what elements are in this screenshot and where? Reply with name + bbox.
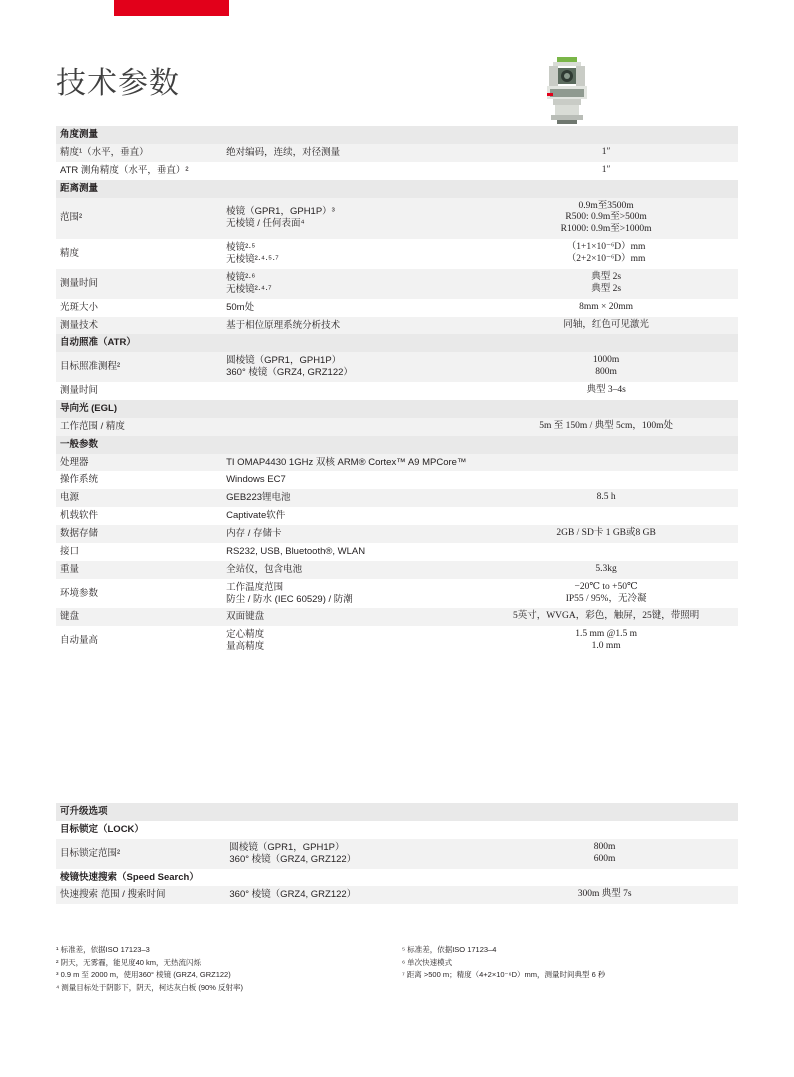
specifications-table (56, 126, 738, 656)
table-row (56, 299, 738, 317)
row-label: 电源 (56, 489, 222, 507)
row-value: 1.5 mm @1.5 m 1.0 mm (474, 626, 738, 656)
page-title: 技术参数 (56, 66, 180, 101)
table-row (56, 471, 738, 489)
row-value: 5英寸，WVGA，彩色，触屏，25键，带照明 (474, 608, 738, 626)
row-detail: 棱镜²·⁵ 无棱镜²·⁴·⁵·⁷ (222, 239, 474, 269)
footnote-item: ⁴ 测量目标处于阴影下，阴天，柯达灰白板 (90% 反射率) (56, 982, 243, 992)
total-station-image (527, 55, 607, 131)
row-label: 测量时间 (56, 269, 222, 299)
footnote-item: ³ 0.9 m 至 2000 m，使用360° 棱镜 (GRZ4, GRZ122) (56, 970, 231, 980)
table-row (56, 489, 738, 507)
section-header: 一般参数 (56, 436, 738, 454)
row-label: 范围² (56, 198, 222, 240)
row-detail: 50m处 (222, 299, 474, 317)
row-value: 800m 600m (471, 839, 738, 869)
footnotes-left (56, 944, 386, 995)
row-label: 环境参数 (56, 579, 222, 609)
row-value: 同轴，红色可见激光 (474, 317, 738, 335)
table-row (56, 400, 738, 418)
table-row (56, 561, 738, 579)
table-row (56, 382, 738, 400)
row-value: −20℃ to +50℃ IP55 / 95%，无冷凝 (474, 579, 738, 609)
row-detail: 圆棱镜（GPR1，GPH1P） 360° 棱镜（GRZ4, GRZ122） (225, 839, 471, 869)
footnote-item: ¹ 标准差，依据ISO 17123–3 (56, 945, 150, 954)
table-row (56, 317, 738, 335)
footnote-item: ⁶ 单次快速模式 (402, 957, 453, 967)
row-detail (222, 382, 474, 400)
table-row (56, 162, 738, 180)
row-detail: Captivate软件 (222, 507, 474, 525)
row-value: 8mm × 20mm (474, 299, 738, 317)
table-row (56, 269, 738, 299)
table-row (56, 436, 738, 454)
row-label: 操作系统 (56, 471, 222, 489)
row-detail: 圆棱镜（GPR1，GPH1P） 360° 棱镜（GRZ4, GRZ122） (222, 352, 474, 382)
row-label: 目标锁定范围² (56, 839, 225, 869)
row-label: 工作范围 / 精度 (56, 418, 222, 436)
table-row (56, 869, 738, 887)
table-row (56, 821, 738, 839)
row-label: 处理器 (56, 454, 222, 472)
row-detail (222, 418, 474, 436)
row-detail: Windows EC7 (222, 471, 474, 489)
table-row (56, 507, 738, 525)
row-detail (222, 162, 474, 180)
row-label: 自动量高 (56, 626, 222, 656)
table-row (56, 608, 738, 626)
table-row (56, 239, 738, 269)
row-label: 精度¹（水平，垂直） (56, 144, 222, 162)
row-value: 1″ (474, 144, 738, 162)
row-value (474, 543, 738, 561)
row-detail: 全站仪，包含电池 (222, 561, 474, 579)
table-row (56, 579, 738, 609)
row-label: ATR 测角精度（水平，垂直）² (56, 162, 222, 180)
footnotes-right (402, 944, 732, 982)
table-row (56, 803, 738, 821)
row-detail: 360° 棱镜（GRZ4, GRZ122） (225, 886, 471, 904)
row-detail: 棱镜²·⁶ 无棱镜²·⁴·⁷ (222, 269, 474, 299)
footnote-item: ⁵ 标准差，依据ISO 17123–4 (402, 945, 497, 954)
row-label: 目标照准测程² (56, 352, 222, 382)
row-label: 测量技术 (56, 317, 222, 335)
row-value: 2GB / SD卡 1 GB或8 GB (474, 525, 738, 543)
row-label: 精度 (56, 239, 222, 269)
row-detail: RS232, USB, Bluetooth®, WLAN (222, 543, 474, 561)
section-header: 距离测量 (56, 180, 738, 198)
row-label: 接口 (56, 543, 222, 561)
row-label: 重量 (56, 561, 222, 579)
upgrade-options-table (56, 803, 738, 904)
row-detail: 工作温度范围 防尘 / 防水 (IEC 60529) / 防潮 (222, 579, 474, 609)
section-header: 目标锁定（LOCK） (56, 821, 738, 839)
row-detail: 内存 / 存储卡 (222, 525, 474, 543)
row-value: （1+1×10⁻⁶D）mm （2+2×10⁻⁶D）mm (474, 239, 738, 269)
table-row (56, 454, 738, 472)
row-value: 典型 2s 典型 2s (474, 269, 738, 299)
row-value (474, 471, 738, 489)
row-value (474, 454, 738, 472)
section-header: 导向光 (EGL) (56, 400, 738, 418)
section-header: 可升级选项 (56, 803, 738, 821)
row-detail: 基于相位原理系统分析技术 (222, 317, 474, 335)
footnotes (56, 944, 738, 995)
table-row (56, 352, 738, 382)
row-detail: TI OMAP4430 1GHz 双核 ARM® Cortex™ A9 MPCore™ (222, 454, 474, 472)
table-row (56, 144, 738, 162)
row-label: 数据存储 (56, 525, 222, 543)
table-row (56, 126, 738, 144)
row-value: 典型 3–4s (474, 382, 738, 400)
row-detail: 定心精度 量高精度 (222, 626, 474, 656)
row-detail: 棱镜（GPR1，GPH1P）³ 无棱镜 / 任何表面⁴ (222, 198, 474, 240)
footnote-item: ⁷ 距离 >500 m；精度（4+2×10⁻⁶D）mm，测量时间典型 6 秒 (402, 970, 606, 980)
row-detail: GEB223锂电池 (222, 489, 474, 507)
table-row (56, 180, 738, 198)
row-value (474, 507, 738, 525)
section-header: 自动照准（ATR） (56, 334, 738, 352)
row-label: 测量时间 (56, 382, 222, 400)
row-label: 快速搜索 范围 / 搜索时间 (56, 886, 225, 904)
row-value: 0.9m至3500m R500: 0.9m至>500m R1000: 0.9m至>1000m (474, 198, 738, 240)
section-header: 角度测量 (56, 126, 738, 144)
row-value: 1000m 800m (474, 352, 738, 382)
row-value: 300m 典型 7s (471, 886, 738, 904)
table-row (56, 839, 738, 869)
row-detail: 绝对编码，连续，对径测量 (222, 144, 474, 162)
table-row (56, 626, 738, 656)
table-row (56, 198, 738, 240)
row-detail: 双面键盘 (222, 608, 474, 626)
row-value: 5.3kg (474, 561, 738, 579)
row-value: 8.5 h (474, 489, 738, 507)
table-row (56, 525, 738, 543)
upgrade-options-body (56, 803, 738, 904)
row-value: 1″ (474, 162, 738, 180)
table-row (56, 543, 738, 561)
row-label: 键盘 (56, 608, 222, 626)
row-label: 光斑大小 (56, 299, 222, 317)
table-row (56, 334, 738, 352)
footnote-item: ² 阴天，无雾霾，能见度40 km，无热流闪烁 (56, 957, 202, 967)
row-label: 机载软件 (56, 507, 222, 525)
table-row (56, 886, 738, 904)
section-header: 棱镜快速搜索（Speed Search） (56, 869, 738, 887)
table-row (56, 418, 738, 436)
row-value: 5m 至 150m / 典型 5cm，100m处 (474, 418, 738, 436)
specifications-body (56, 126, 738, 656)
